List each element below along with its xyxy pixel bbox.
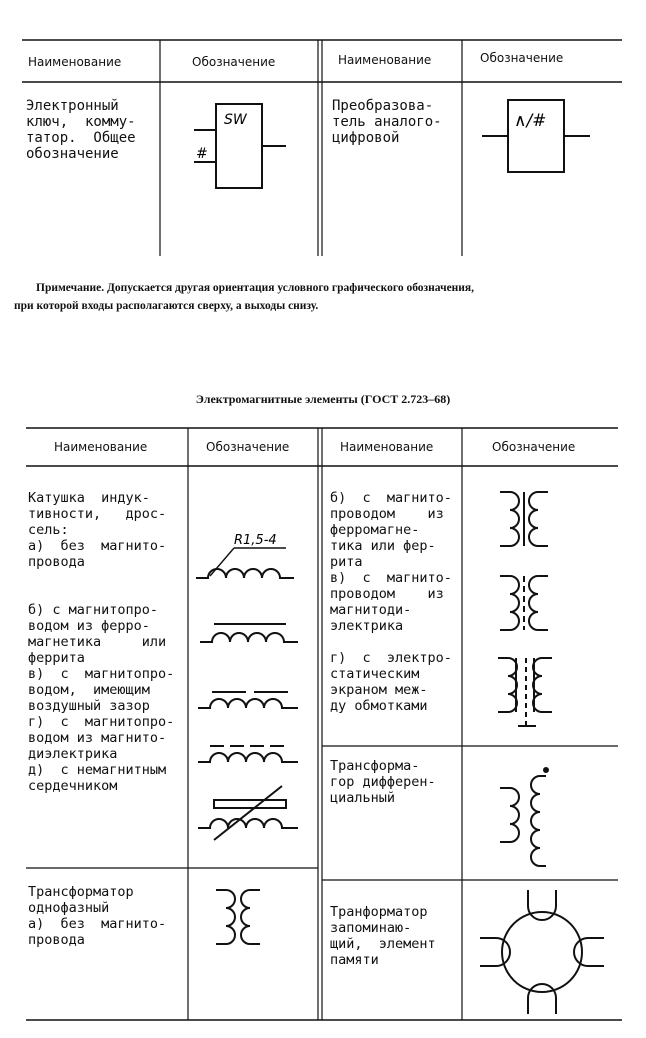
table1-header-symbol-left: Обозначение <box>192 55 276 69</box>
table2-header-name-left: Наименование <box>54 440 148 454</box>
switch-input-mark: # <box>196 146 208 162</box>
transformer-ferrite-core-symbol <box>500 492 548 546</box>
inductor-magnetodielectric-symbol <box>198 746 298 762</box>
table2-header-name-right: Наименование <box>340 440 434 454</box>
electronic-switch-symbol <box>190 96 300 196</box>
inductor-symbols <box>190 520 316 850</box>
table1-cell-electronic-switch: Электронный ключ, комму- татор. Общее обозначение <box>26 98 136 162</box>
transformer-magnetodielectric-symbol <box>500 576 548 630</box>
inductor-nonmagnetic-symbol <box>198 786 298 840</box>
section-title: Электромагнитные элементы (ГОСТ 2.723–68) <box>195 392 451 406</box>
inductor-dim-label: R1,5-4 <box>234 533 277 548</box>
table2-cell-inductor: Катушка индук- тивности, дрос- сель: а) без магнито- провода б) с магнитопро- водом из ферро- магнетика или феррита в) с магнитопро- водом, имеющим воздушный зазор г) с магнитопро- водом из магнито- диэлектрика д) с немагнитным сердечником <box>28 490 175 794</box>
note-line-1: Примечание. Допускается другая ориентация условного графического обозначения, <box>36 282 475 294</box>
inductor-air-gap-symbol <box>198 692 298 708</box>
transformer-differential-symbol <box>488 758 598 868</box>
transformer-no-core-symbol <box>206 884 286 954</box>
inductor-ferrite-core-symbol <box>200 624 298 642</box>
table2-cell-transformer-memory: Транформатор запоминаю- щий, элемент памяти <box>330 904 436 968</box>
table1-header-symbol-right: Обозначение <box>480 51 564 65</box>
table1-cell-adc: Преобразова- тель аналого- цифровой <box>332 98 442 146</box>
transformer-screen-symbol <box>498 658 552 726</box>
table2-cell-transformer-cores: б) с магнито- проводом из ферромагне- тика или фер- рита в) с магнито- проводом из магнитоди- электрика г) с электро- статическим экраном меж- ду обмотками <box>330 490 452 714</box>
inductor-no-core-symbol <box>196 533 294 578</box>
transformer-memory-symbol <box>478 888 608 1016</box>
table1-header-name-left: Наименование <box>28 55 122 69</box>
adc-label: ∧/# <box>514 111 547 131</box>
table2-cell-transformer-differential: Трансформа- гор дифферен- циальный <box>330 758 436 806</box>
table1-header-name-right: Наименование <box>338 53 432 67</box>
switch-label: SW <box>224 112 247 128</box>
table2-header-symbol-right: Обозначение <box>492 440 576 454</box>
table2-cell-transformer-single: Трансформатор однофазный а) без магнито- провода <box>28 884 167 948</box>
adc-symbol <box>478 96 598 186</box>
note-line-2: при которой входы располагаются сверху, а выходы снизу. <box>14 300 319 312</box>
transformer-core-symbols <box>488 478 598 740</box>
table2-header-symbol-left: Обозначение <box>206 440 290 454</box>
